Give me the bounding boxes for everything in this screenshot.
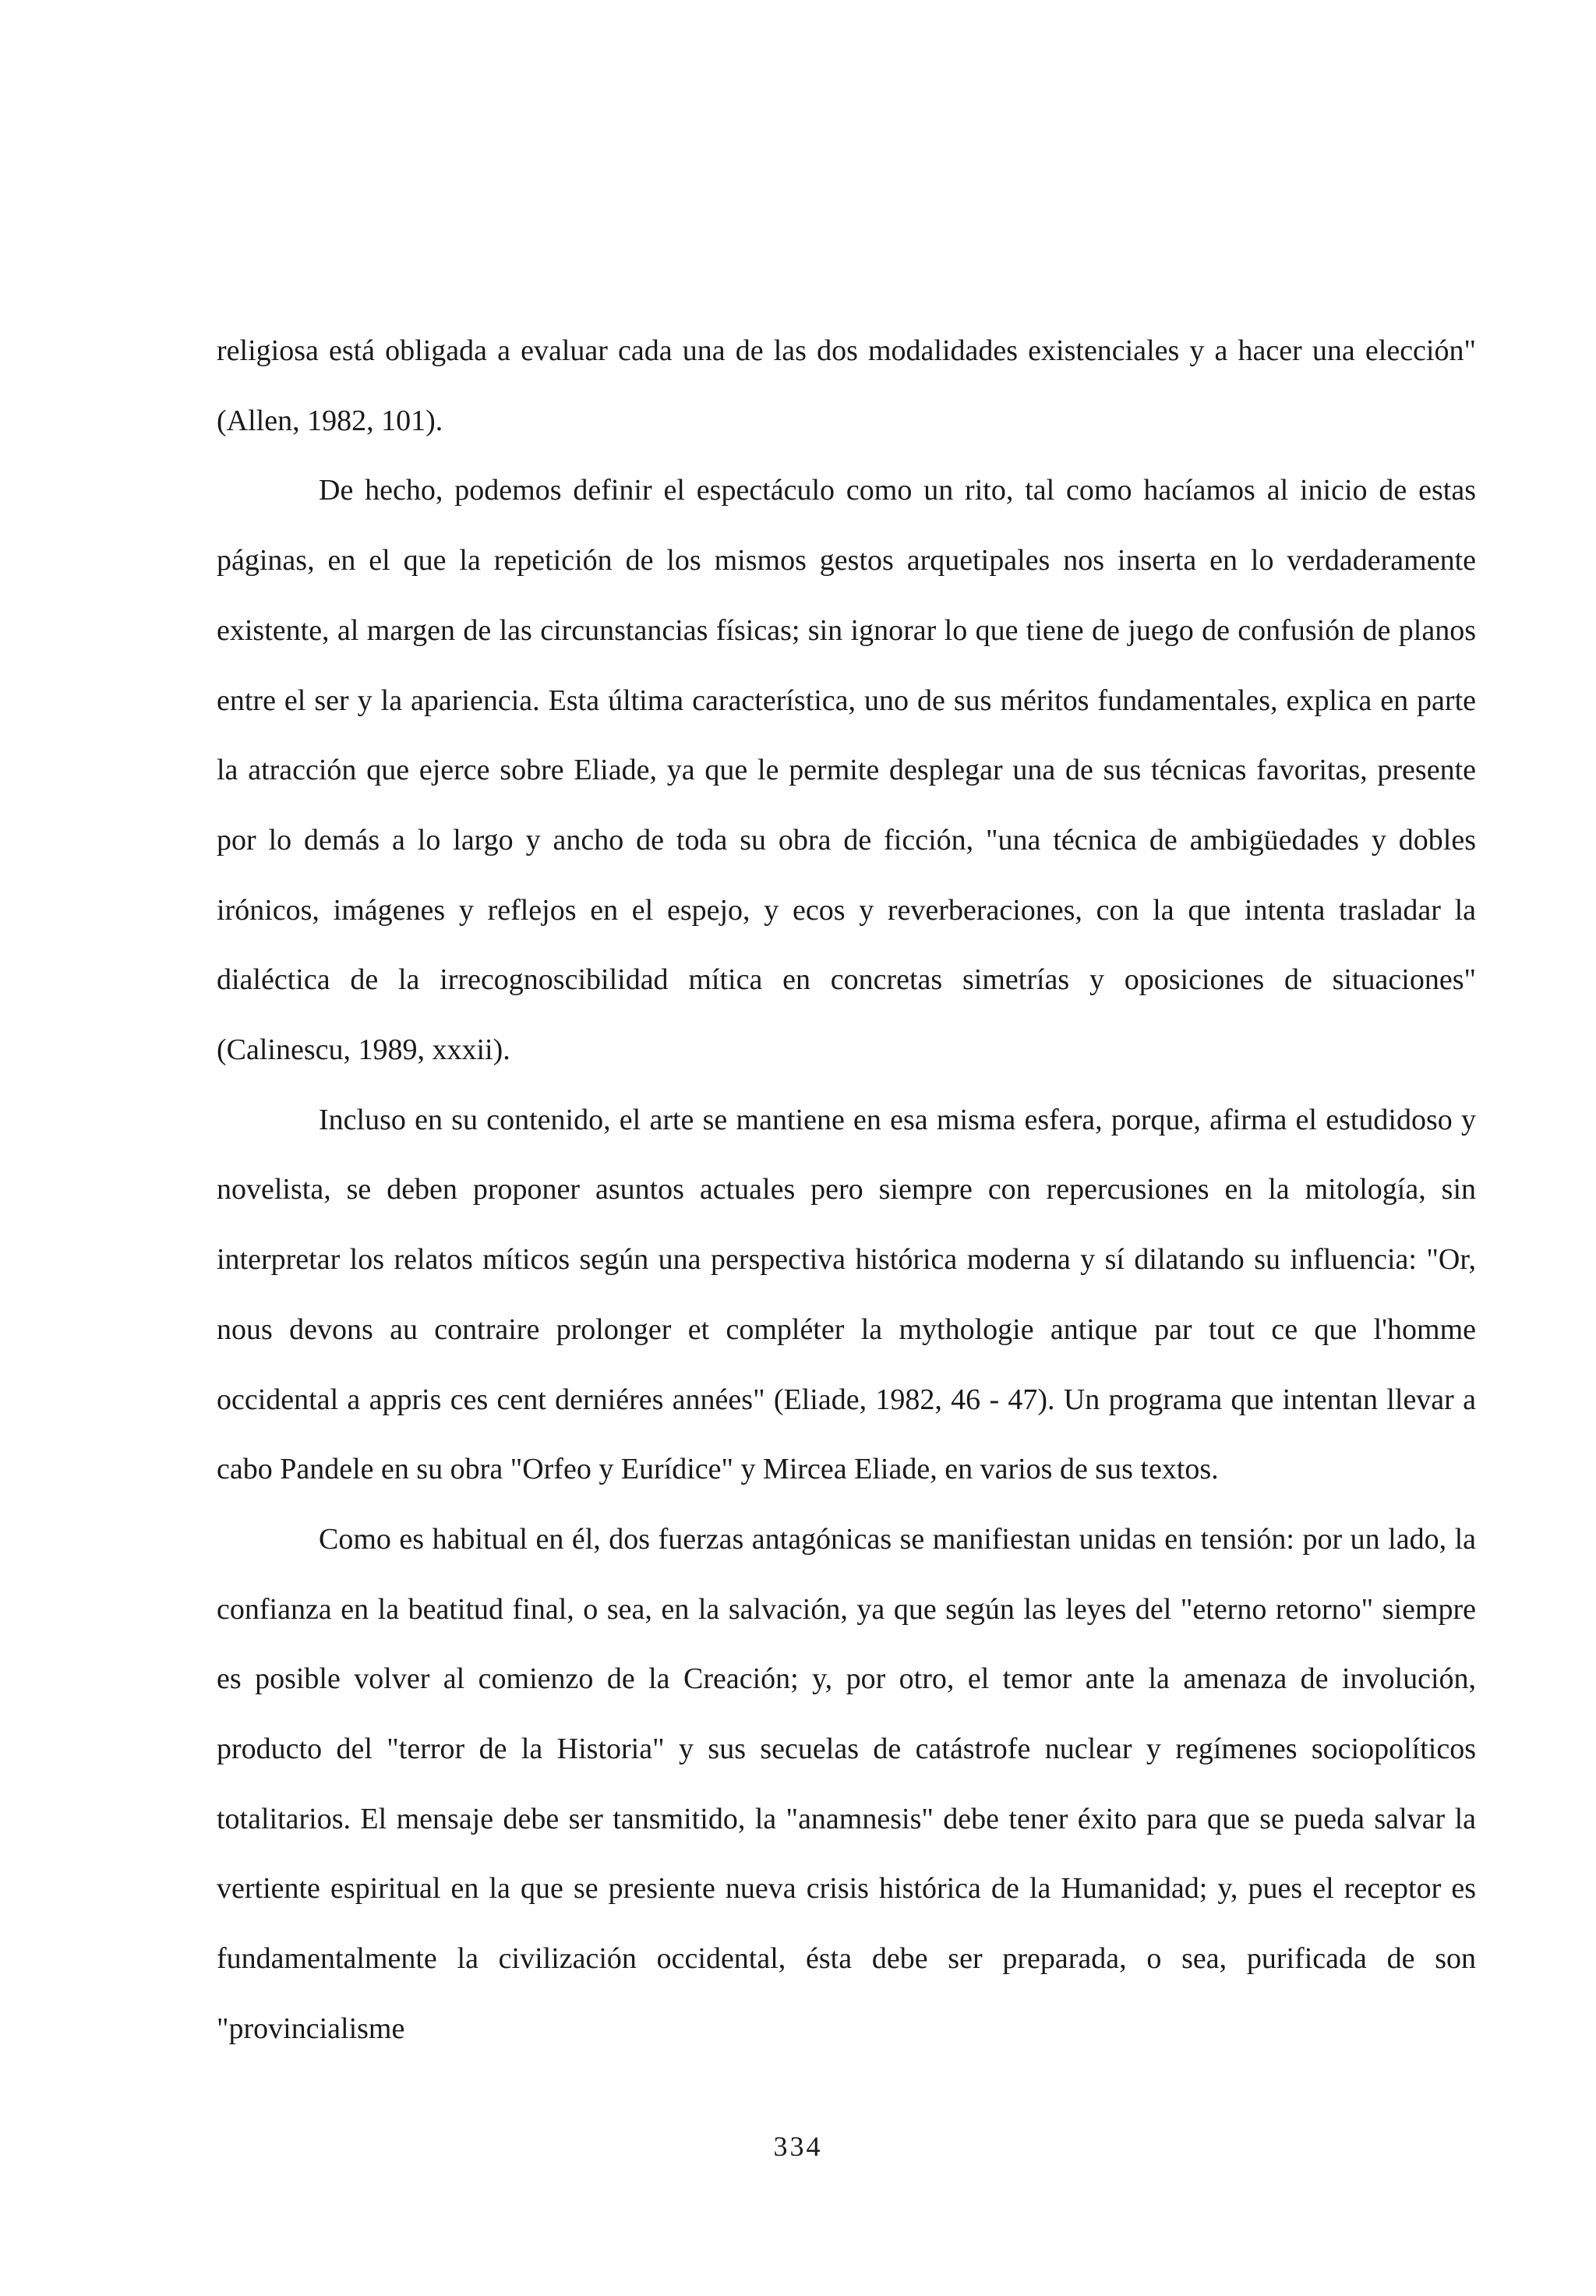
paragraph-continuation: religiosa está obligada a evaluar cada una de las dos modalidades existenciales y a hacer una elección" (Allen, 1982, 101). <box>217 334 1476 437</box>
paragraph-fuerzas-antagonicas: Como es habitual en él, dos fuerzas antagónicas se manifiestan unidas en tensión: por un lado, la confianza en la beatitud final, o sea, en la salvación, ya que según las leyes del "eterno retorno" siempre es posible volver al comienzo de la Creación; y, por otro, el temor ante la amenaza de involución, producto del "terror de la Historia" y sus secuelas de catástrofe nuclear y regímenes sociopolíticos totalitarios. El mensaje debe ser tansmitido, la "anamnesis" debe tener éxito para que se pueda salvar la vertiente espiritual en la que se presiente nueva crisis histórica de la Humanidad; y, pues el receptor es fundamentalmente la civilización occidental, ésta debe ser preparada, o sea, purificada de son "provincialisme <box>217 1522 1476 2045</box>
body-text <box>217 316 1476 2065</box>
paragraph-contenido-arte: Incluso en su contenido, el arte se mantiene en esa misma esfera, porque, afirma el estudidoso y novelista, se deben proponer asuntos actuales pero siempre con repercusiones en la mitología, sin interpretar los relatos míticos según una perspectiva histórica moderna y sí dilatando su influencia: "Or, nous devons au contraire prolonger et compléter la mythologie antique par tout ce que l'homme occidental a appris ces cent derniéres années" (Eliade, 1982, 46 - 47). Un programa que intentan llevar a cabo Pandele en su obra "Orfeo y Eurídice" y Mircea Eliade, en varios de sus textos. <box>217 1103 1476 1486</box>
page-number: 334 <box>773 2131 823 2162</box>
paragraph-espectaculo-rito: De hecho, podemos definir el espectáculo como un rito, tal como hacíamos al inicio de estas páginas, en el que la repetición de los mismos gestos arquetipales nos inserta en lo verdaderamente existente, al margen de las circunstancias físicas; sin ignorar lo que tiene de juego de confusión de planos entre el ser y la apariencia. Esta última característica, uno de sus méritos fundamentales, explica en parte la atracción que ejerce sobre Eliade, ya que le permite desplegar una de sus técnicas favoritas, presente por lo demás a lo largo y ancho de toda su obra de ficción, "una técnica de ambigüedades y dobles irónicos, imágenes y reflejos en el espejo, y ecos y reverberaciones, con la que intenta trasladar la dialéctica de la irrecognoscibilidad mítica en concretas simetrías y oposiciones de situaciones" (Calinescu, 1989, xxxii). <box>217 474 1476 1067</box>
